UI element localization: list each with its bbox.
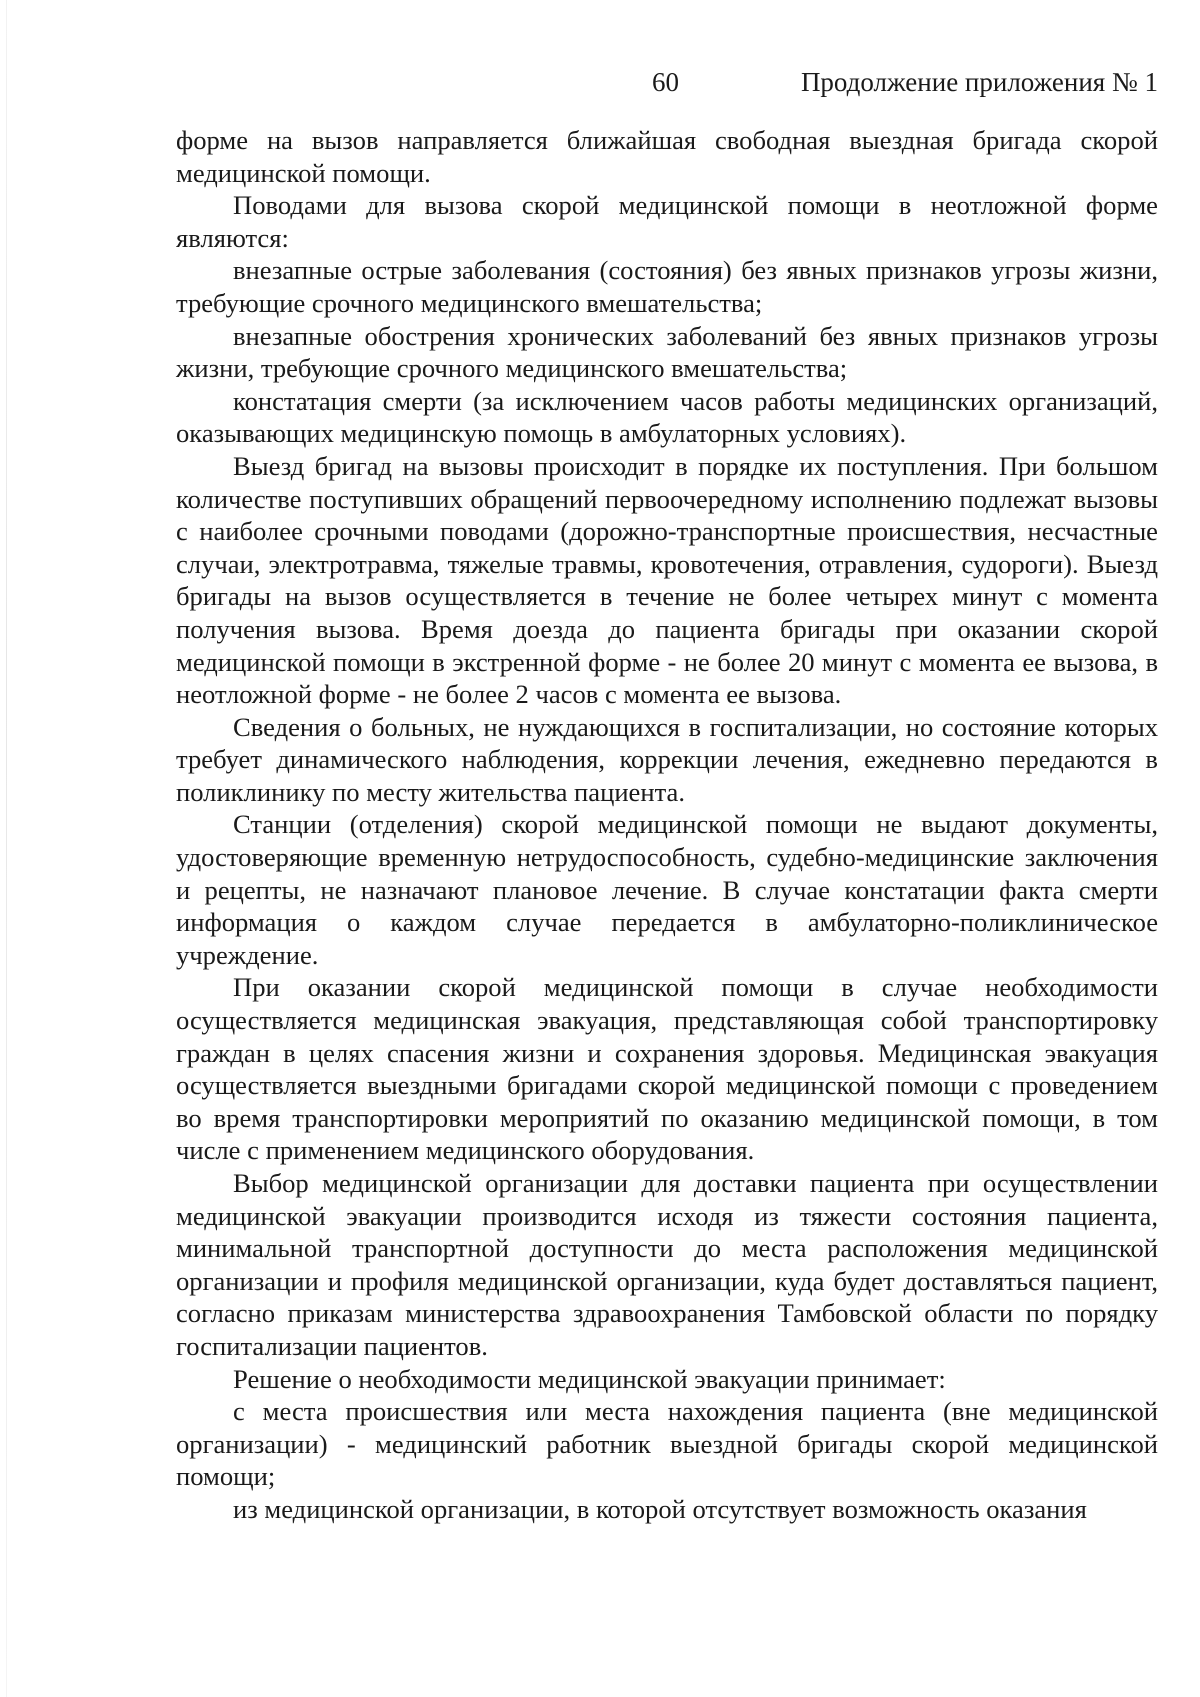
scan-edge-shadow [6, 0, 7, 1697]
appendix-continuation-label: Продолжение приложения № 1 [800, 67, 1158, 97]
paragraph: с места происшествия или места нахождения пациента (вне медицинской организации) - медицинский работник выездной бригады скорой медицинской помощи; [176, 1396, 1158, 1492]
paragraph: Станции (отделения) скорой медицинской помощи не выдают документы, удостоверяющие временную нетрудоспособность, судебно-медицинские заключения и рецепты, не назначают плановое лечение. В случае констатации факта смерти информация о каждом случае передается в амбулаторно-поликлиническое учреждение. [176, 809, 1158, 970]
paragraph: констатация смерти (за исключением часов работы медицинских организаций, оказывающих медицинскую помощь в амбулаторных условиях). [176, 385, 1158, 449]
paragraph: Выбор медицинской организации для доставки пациента при осуществлении медицинской эвакуации производится исходя из тяжести состояния пациента, минимальной транспортной доступности до места расположения медицинской организации и профиля медицинской организации, куда будет доставляться пациент, согласно приказам министерства здравоохранения Тамбовской области по порядку госпитализации пациентов. [176, 1168, 1158, 1361]
paragraph: Сведения о больных, не нуждающихся в госпитализации, но состояние которых требует динамического наблюдения, коррекции лечения, ежедневно передаются в поликлинику по месту жительства пациента. [176, 711, 1158, 807]
document-body [176, 124, 1158, 1526]
paragraph: внезапные острые заболевания (состояния) без явных признаков угрозы жизни, требующие срочного медицинского вмешательства; [176, 255, 1158, 318]
paragraph: внезапные обострения хронических заболеваний без явных признаков угрозы жизни, требующие срочного медицинского вмешательства; [176, 320, 1158, 384]
paragraph: При оказании скорой медицинской помощи в случае необходимости осуществляется медицинская эвакуация, представляющая собой транспортировку граждан в целях спасения жизни и сохранения здоровья. Медицинская эвакуация осуществляется выездными бригадами скорой медицинской помощи с проведением во время транспортировки мероприятий по оказанию медицинской помощи, в том числе с применением медицинского оборудования. [176, 972, 1158, 1166]
paragraph: форме на вызов направляется ближайшая свободная выездная бригада скорой медицинской помощи. [176, 125, 1158, 188]
paragraph: Решение о необходимости медицинской эвакуации принимает: [233, 1363, 946, 1394]
paragraph: Выезд бригад на вызовы происходит в порядке их поступления. При большом количестве поступивших обращений первоочередному исполнению подлежат вызовы с наиболее срочными поводами (дорожно-транспортные происшествия, несчастные случаи, электротравма, тяжелые травмы, кровотечения, отравления, судороги). Выезд бригады на вызов осуществляется в течение не более четырех минут с момента получения вызова. Время доезда до пациента бригады при оказании скорой медицинской помощи в экстренной форме - не более 20 минут с момента ее вызова, в неотложной форме - не более 2 часов с момента ее вызова. [176, 450, 1158, 710]
paragraph: Поводами для вызова скорой медицинской помощи в неотложной форме являются: [176, 190, 1158, 253]
page-header [176, 62, 1158, 102]
paragraph: из медицинской организации, в которой отсутствует возможность оказания [233, 1493, 1087, 1524]
page-number: 60 [652, 67, 679, 97]
